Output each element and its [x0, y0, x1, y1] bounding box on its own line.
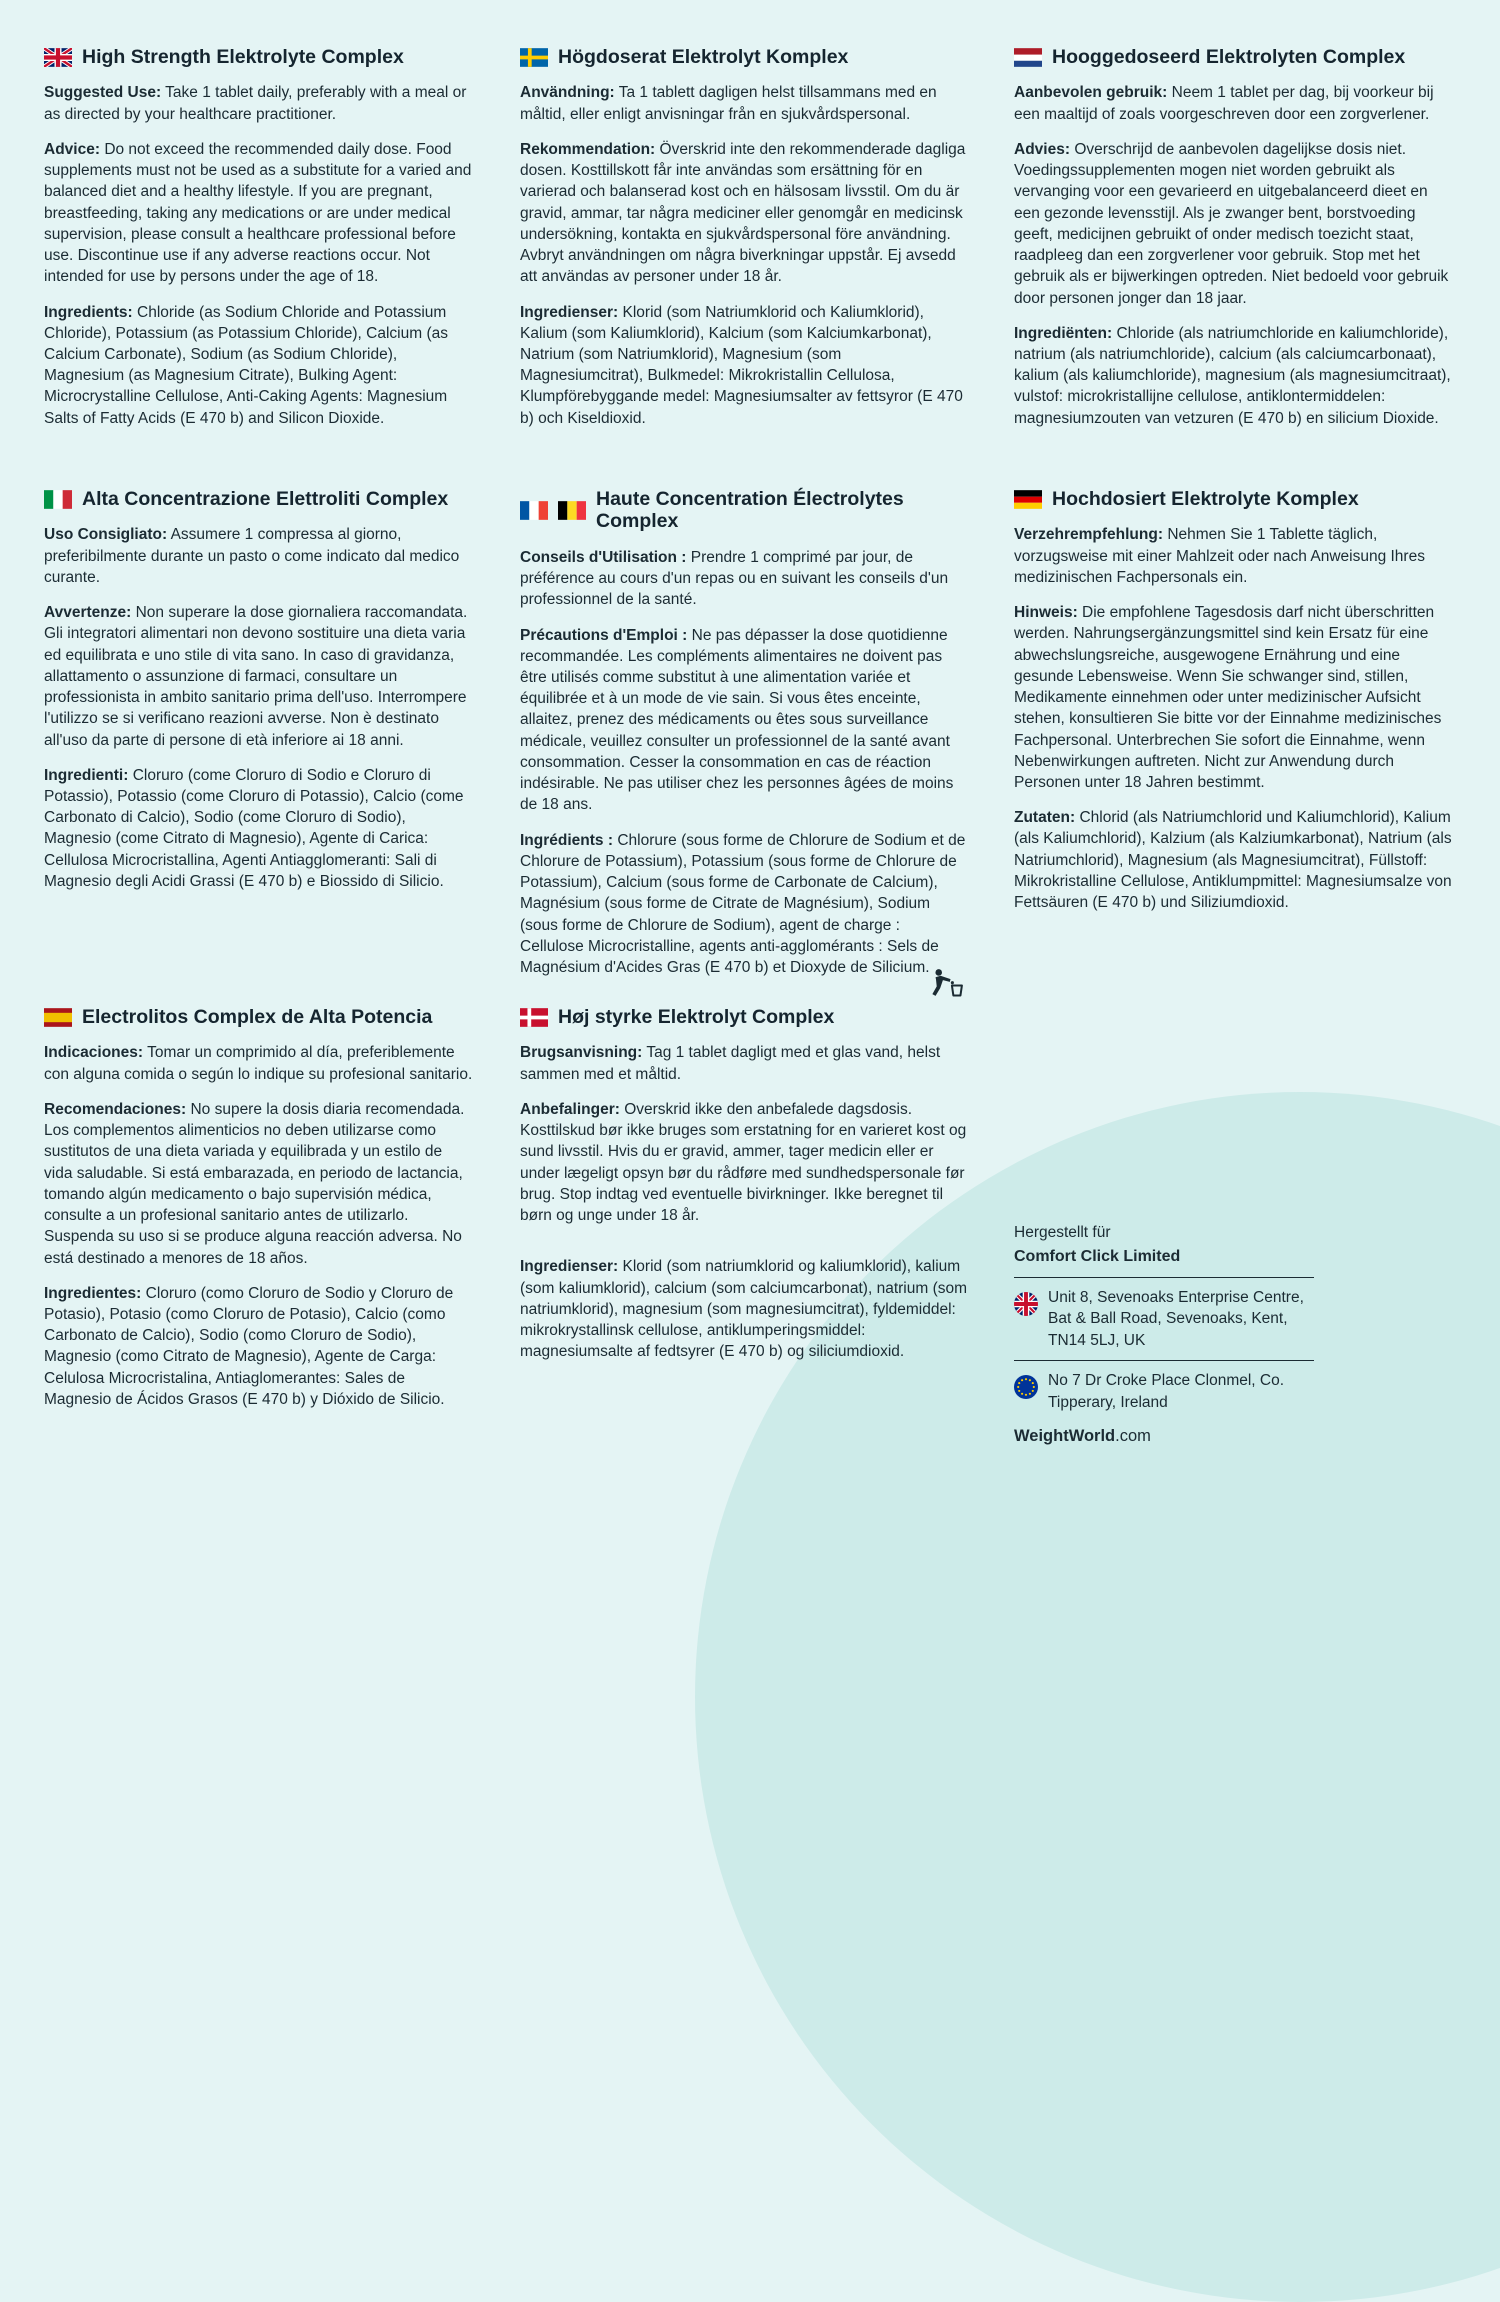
- germany-flag-icon: [1014, 490, 1042, 509]
- made-for-label: Hergestellt für: [1014, 1224, 1111, 1241]
- brand-wordmark: WeightWorld.com: [1014, 1426, 1151, 1445]
- divider: [1014, 1360, 1314, 1361]
- section-dutch: [1014, 46, 1452, 488]
- paragraph: Advice: Do not exceed the recommended daily dose. Food supplements must not be used as a substitute for a varied and balanced diet and a healthy lifestyle. If you are pregnant, breastfeeding, taking any medications or are under medical supervision, please consult a healthcare professional before use. Discontinue use if any adverse reactions occur. Not intended for use by persons under the age of 18.: [44, 140, 472, 286]
- section-spanish: [44, 1006, 474, 1446]
- section-title-text: Electrolitos Complex de Alta Potencia: [82, 1006, 433, 1028]
- section-title: [1014, 46, 1452, 68]
- tidyman-recycling-icon: [926, 966, 966, 1004]
- paragraph: Conseils d'Utilisation : Prendre 1 comprimé par jour, de préférence au cours d'un repas ou en suivant les conseils d'un professionnel de la santé.: [520, 548, 949, 609]
- paragraph: Précautions d'Emploi : Ne pas dépasser la dose quotidienne recommandée. Les compléments alimentaires ne doivent pas être utilisés comme substitut à une alimentation variée et équilibrée et à un mode de vie sain. Si vous êtes enceinte, allaitez, prenez des médicaments ou êtes sous surveillance médicale, veuillez consulter un professionnel de la santé avant consommation. Cesser la consommation en cas de réaction indésirable. Ne pas utiliser chez les personnes âgées de moins de 18 ans.: [520, 626, 954, 814]
- section-french: [520, 488, 968, 1006]
- paragraph: Ingredienser: Klorid (som Natriumklorid och Kaliumklorid), Kalium (som Kaliumklorid), Kalcium (som Kalciumkarbonat), Natrium (som Natriumklorid), Magnesium (som Magnesiumcitrat), Bulkmedel: Mikrokristallin Cellulosa, Klumpförebyggande medel: Magnesiumsalter av fettsyror (E 470 b) och Kiseldioxid.: [520, 303, 963, 427]
- section-title-text: Høj styrke Elektrolyt Complex: [558, 1006, 835, 1028]
- section-title: [44, 488, 474, 510]
- paragraph: Ingrediënten: Chloride (als natriumchloride en kaliumchloride), natrium (als natriumchloride), calcium (als calciumcarbonaat), kalium (als kaliumchloride), magnesium (als magnesiumcitraat), vulstof: microkristallijne cellulose, antiklontermiddelen: magnesiumzouten van vetzuren (E 470 b) en silicium Dioxide.: [1014, 324, 1451, 427]
- paragraph: Zutaten: Chlorid (als Natriumchlorid und Kaliumchlorid), Kalium (als Kaliumchlorid), Kalzium (als Kalziumkarbonat), Natrium (als Natriumchlorid), Magnesium (als Magnesiumcitrat), Füllstoff: Mikrokristalline Cellulose, Antiklumpmittel: Magnesiumsalze von Fettsäuren (E 470 b) und Siliziumdioxid.: [1014, 809, 1452, 912]
- divider: [1014, 1277, 1314, 1278]
- section-title-text: Hooggedoseerd Elektrolyten Complex: [1052, 46, 1406, 68]
- section-title: [1014, 488, 1452, 510]
- paragraph: Rekommendation: Överskrid inte den rekommenderade dagliga dosen. Kosttillskott får inte användas som ersättning för en varierad och balanserad kost och en hälsosam livsstil. Om du är gravid, ammar, tar några mediciner eller genomgår en medicinsk undersökning, kontakta en sjukvårdspersonal före användning. Avbryt användningen om några biverkningar uppstår. Ej avsedd att användas av personer under 18 år.: [520, 140, 966, 286]
- belgium-flag-icon: [558, 501, 586, 520]
- paragraph: Ingrédients : Chlorure (sous forme de Chlorure de Sodium et de Chlorure de Potassium), Potassium (sous forme de Chlorure de Potassium), Calcium (sous forme de Carbonate de Calcium), Magnésium (sous forme de Citrate de Magnésium), Sodium (sous forme de Chlorure de Sodium), agent de charge : Cellulose Microcristalline, agents anti-agglomérants : Sels de Magnésium d'Acides Gras (E 470 b) et Dioxyde de Silicium.: [520, 831, 966, 977]
- uk-flag-icon: [44, 48, 72, 67]
- paragraph: Hinweis: Die empfohlene Tagesdosis darf nicht überschritten werden. Nahrungsergänzungsmittel sind kein Ersatz für eine abwechslungsreiche, ausgewogene Ernährung und eine gesunde Lebensweise. Wenn Sie schwanger sind, stillen, Medikamente einnehmen oder unter medizinischer Aufsicht stehen, konsultieren Sie bitte vor der Einnahme medizinisches Fachpersonal. Unterbrechen Sie sofort die Einnahme, wenn Nebenwirkungen auftreten. Nicht zur Anwendung durch Personen unter 18 Jahren bestimmt.: [1014, 604, 1442, 791]
- paragraph: Verzehrempfehlung: Nehmen Sie 1 Tablette täglich, vorzugsweise mit einer Mahlzeit oder nach Anweisung Ihres medizinischen Fachpersonals ein.: [1014, 526, 1425, 586]
- paragraph: Anbefalinger: Overskrid ikke den anbefalede dagsdosis. Kosttilskud bør ikke bruges som erstatning for en varieret kost og sund livsstil. Hvis du er gravid, ammer, tager medicin eller er under lægeligt opsyn bør du rådføre med sundhedspersonale før brug. Stop indtag ved eventuelle bivirkninger. Ikke beregnet til børn og unge under 18 år.: [520, 1100, 967, 1225]
- section-title-text: Alta Concentrazione Elettroliti Complex: [82, 488, 449, 510]
- paragraph: Ingredienser: Klorid (som natriumklorid og kaliumklorid), kalium (som kaliumklorid), calcium (som calciumcarbonat), natrium (som natriumklorid), magnesium (som magnesiumcitrat), fyldemiddel: mikrokrystallinsk cellulose, antiklumperingsmiddel: magnesiumsalte af fedtsyrer (E 470 b) og siliciumdioxid.: [520, 1258, 968, 1361]
- netherlands-flag-icon: [1014, 48, 1042, 67]
- section-title-text: High Strength Elektrolyte Complex: [82, 46, 404, 68]
- uk-flag-round-icon: [1014, 1292, 1038, 1316]
- section-title: [520, 46, 968, 68]
- paragraph: Recomendaciones: No supere la dosis diaria recomendada. Los complementos alimenticios no deben utilizarse como sustitutos de una dieta variada y equilibrada y un estilo de vida saludable. Si está embarazada, en periodo de lactancia, tomando algún medicamento o bajo supervisión médica, consulte a un profesional sanitario antes de utilizarlo. Suspenda su uso si se produce alguna reacción adversa. No está destinado a menores de 18 años.: [44, 1100, 465, 1267]
- section-title: [44, 46, 474, 68]
- paragraph: Advies: Overschrijd de aanbevolen dagelijkse dosis niet. Voedingssupplementen mogen niet worden gebruikt als vervanging voor een gevarieerd en uitgebalanceerd dieet en een gezonde levensstijl. Als je zwanger bent, borstvoeding geeft, medicijnen gebruikt of onder medisch toezicht staat, raadpleeg dan een zorgverlener voor gebruik. Stop met het gebruik als er bijwerkingen optreden. Niet bedoeld voor gebruik door personen jonger dan 18 jaar.: [1014, 140, 1449, 307]
- section-title: [520, 488, 968, 533]
- sweden-flag-icon: [520, 48, 548, 67]
- france-flag-icon: [520, 501, 548, 520]
- uk-address: Unit 8, Sevenoaks Enterprise Centre, Bat & Ball Road, Sevenoaks, Kent, TN14 5LJ, UK: [1048, 1289, 1304, 1349]
- uk-address-row: [1014, 1287, 1314, 1351]
- section-english: [44, 46, 474, 488]
- paragraph: Indicaciones: Tomar un comprimido al día, preferiblemente con alguna comida o según lo indique su profesional sanitario.: [44, 1044, 473, 1083]
- paragraph: Suggested Use: Take 1 tablet daily, preferably with a meal or as directed by your healthcare practitioner.: [44, 84, 467, 123]
- section-title-text: Högdoserat Elektrolyt Komplex: [558, 46, 849, 68]
- company-name: Comfort Click Limited: [1014, 1247, 1181, 1265]
- paragraph: Uso Consigliato: Assumere 1 compressa al giorno, preferibilmente durante un pasto o come indicato dal medico curante.: [44, 526, 460, 586]
- manufacturer-block: [1014, 1222, 1314, 1446]
- section-swedish: [520, 46, 968, 488]
- paragraph: Användning: Ta 1 tablett dagligen helst tillsammans med en måltid, eller enligt anvisningar från en sjukvårdspersonal.: [520, 84, 937, 123]
- italy-flag-icon: [44, 490, 72, 509]
- eu-flag-round-icon: [1014, 1375, 1038, 1399]
- section-danish: [520, 1006, 968, 1446]
- ireland-address-row: [1014, 1370, 1314, 1413]
- paragraph: Ingredients: Chloride (as Sodium Chloride and Potassium Chloride), Potassium (as Potassium Chloride), Calcium (as Calcium Carbonate), Sodium (as Sodium Chloride), Magnesium (as Magnesium Citrate), Bulking Agent: Microcrystalline Cellulose, Anti-Caking Agents: Magnesium Salts of Fatty Acids (E 470 b) and Silicon Dioxide.: [44, 303, 448, 427]
- section-title-text: Haute Concentration Électrolytes Complex: [596, 488, 904, 533]
- paragraph: Ingredienti: Cloruro (come Cloruro di Sodio e Cloruro di Potassio), Potassio (come Cloruro di Potassio), Calcio (come Carbonato di Calcio), Sodio (come Cloruro di Sodio), Magnesio (come Citrato di Magnesio), Agente di Carica: Cellulosa Microcristallina, Agenti Antiagglomeranti: Sali di Magnesio degli Acidi Grassi (E 470 b) e Biossido di Silicio.: [44, 766, 464, 890]
- ireland-address: No 7 Dr Croke Place Clonmel, Co. Tipperary, Ireland: [1048, 1372, 1285, 1411]
- paragraph: Brugsanvisning: Tag 1 tablet dagligt med et glas vand, helst sammen med et måltid.: [520, 1044, 941, 1083]
- spain-flag-icon: [44, 1008, 72, 1027]
- section-title-text: Hochdosiert Elektrolyte Komplex: [1052, 488, 1359, 510]
- section-italian: [44, 488, 474, 1006]
- paragraph: Ingredientes: Cloruro (como Cloruro de Sodio y Cloruro de Potasio), Potasio (como Cloruro de Potasio), Calcio (como Carbonato de Calcio), Sodio (como Cloruro de Sodio), Magnesio (como Citrato de Magnesio), Agente de Carga: Celulosa Microcristalina, Antiaglomerantes: Sales de Magnesio de Ácidos Grasos (E 470 b) y Dióxido de Silicio.: [44, 1284, 454, 1408]
- section-title: [44, 1006, 474, 1028]
- section-german: [1014, 488, 1452, 1006]
- paragraph: Avvertenze: Non superare la dose giornaliera raccomandata. Gli integratori alimentari non devono sostituire una dieta varia ed equilibrata e uno stile di vita sano. In caso di gravidanza, allattamento o assunzione di farmaci, consultare un professionista in ambito sanitario prima dell'uso. Interrompere l'utilizzo se si verificano reazioni avverse. Non è destinato all'uso da parte di persone di età inferiore ai 18 anni.: [44, 604, 468, 749]
- denmark-flag-icon: [520, 1008, 548, 1027]
- paragraph: Aanbevolen gebruik: Neem 1 tablet per dag, bij voorkeur bij een maaltijd of zoals voorgeschreven door een zorgverlener.: [1014, 84, 1434, 123]
- section-title: [520, 1006, 968, 1028]
